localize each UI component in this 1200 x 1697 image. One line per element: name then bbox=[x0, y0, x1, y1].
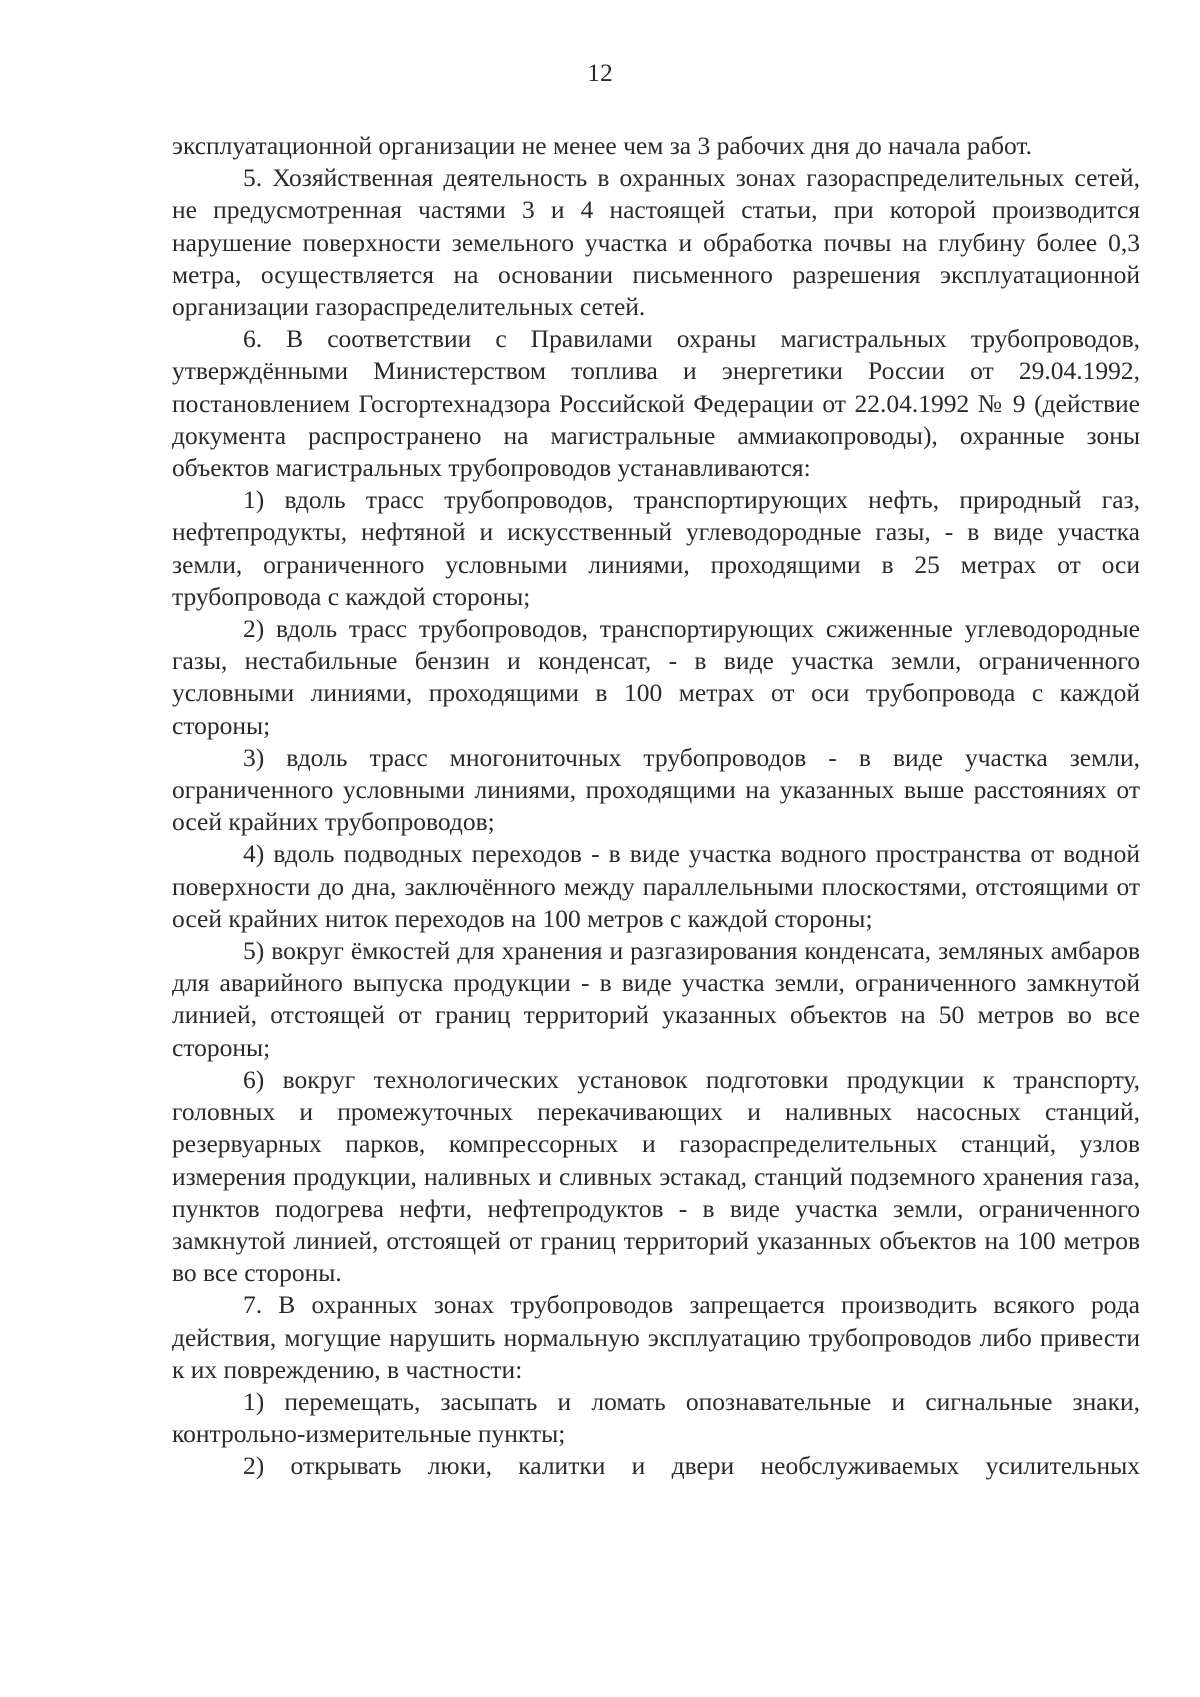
paragraph-item-6-4: 4) вдоль подводных переходов - в виде участка водного пространства от водной поверхности до дна, заключённого между параллельными плоскостями, отстоящими от осей крайних ниток переходов на 100 метров с каждой стороны; bbox=[172, 839, 1140, 933]
document-body bbox=[172, 130, 1140, 1483]
paragraph-item-6-3: 3) вдоль трасс многониточных трубопроводов - в виде участка земли, ограниченного условными линиями, проходящими на указанных выше расстояниях от осей крайних трубопроводов; bbox=[172, 742, 1140, 837]
paragraph-clause-6: 6. В соответствии с Правилами охраны магистральных трубопроводов, утверждёнными Министерством топлива и энергетики России от 29.04.1992, постановлением Госгортехнадзора Российской Федерации от 22.04.1992 № 9 (действие документа распространено на магистральные аммиакопроводы), охранные зоны объектов магистральных трубопроводов устанавливаются: bbox=[172, 324, 1140, 483]
paragraph-continuation: эксплуатационной организации не менее чем за 3 рабочих дня до начала работ. bbox=[172, 131, 1032, 160]
paragraph-item-6-2: 2) вдоль трасс трубопроводов, транспортирующих сжиженные углеводородные газы, нестабильные бензин и конденсат, - в виде участка земли, ограниченного условными линиями, проходящими в 100 метрах от оси трубопровода с каждой стороны; bbox=[172, 614, 1140, 740]
page-number: 12 bbox=[587, 58, 613, 87]
paragraph-item-6-5: 5) вокруг ёмкостей для хранения и разгазирования конденсата, земляных амбаров для аварийного выпуска продукции - в виде участка земли, ограниченного замкнутой линией, отстоящей от границ территорий указанных объектов на 50 метров во все стороны; bbox=[172, 936, 1140, 1062]
paragraph-item-6-6: 6) вокруг технологических установок подготовки продукции к транспорту, головных и промежуточных перекачивающих и наливных насосных станций, резервуарных парков, компрессорных и газораспределительных станций, узлов измерения продукции, наливных и сливных эстакад, станций подземного хранения газа, пунктов подогрева нефти, нефтепродуктов - в виде участка земли, ограниченного замкнутой линией, отстоящей от границ территорий указанных объектов на 100 метров во все стороны. bbox=[172, 1064, 1140, 1288]
paragraph-item-7-1: 1) перемещать, засыпать и ломать опознавательные и сигнальные знаки, контрольно-измерительные пункты; bbox=[172, 1386, 1140, 1449]
paragraph-clause-7: 7. В охранных зонах трубопроводов запрещается производить всякого рода действия, могущие нарушить нормальную эксплуатацию трубопроводов либо привести к их повреждению, в частности: bbox=[172, 1290, 1140, 1384]
paragraph-clause-5: 5. Хозяйственная деятельность в охранных зонах газораспределительных сетей, не предусмотренная частями 3 и 4 настоящей статьи, при которой производится нарушение поверхности земельного участка и обработка почвы на глубину более 0,3 метра, осуществляется на основании письменного разрешения эксплуатационной организации газораспределительных сетей. bbox=[172, 163, 1140, 322]
paragraph-item-7-2: 2) открывать люки, калитки и двери необслуживаемых усилительных bbox=[243, 1451, 1140, 1481]
paragraph-item-6-1: 1) вдоль трасс трубопроводов, транспортирующих нефть, природный газ, нефтепродукты, нефтяной и искусственный углеводородные газы, - в виде участка земли, ограниченного условными линиями, проходящими в 25 метрах от оси трубопровода с каждой стороны; bbox=[172, 485, 1140, 611]
